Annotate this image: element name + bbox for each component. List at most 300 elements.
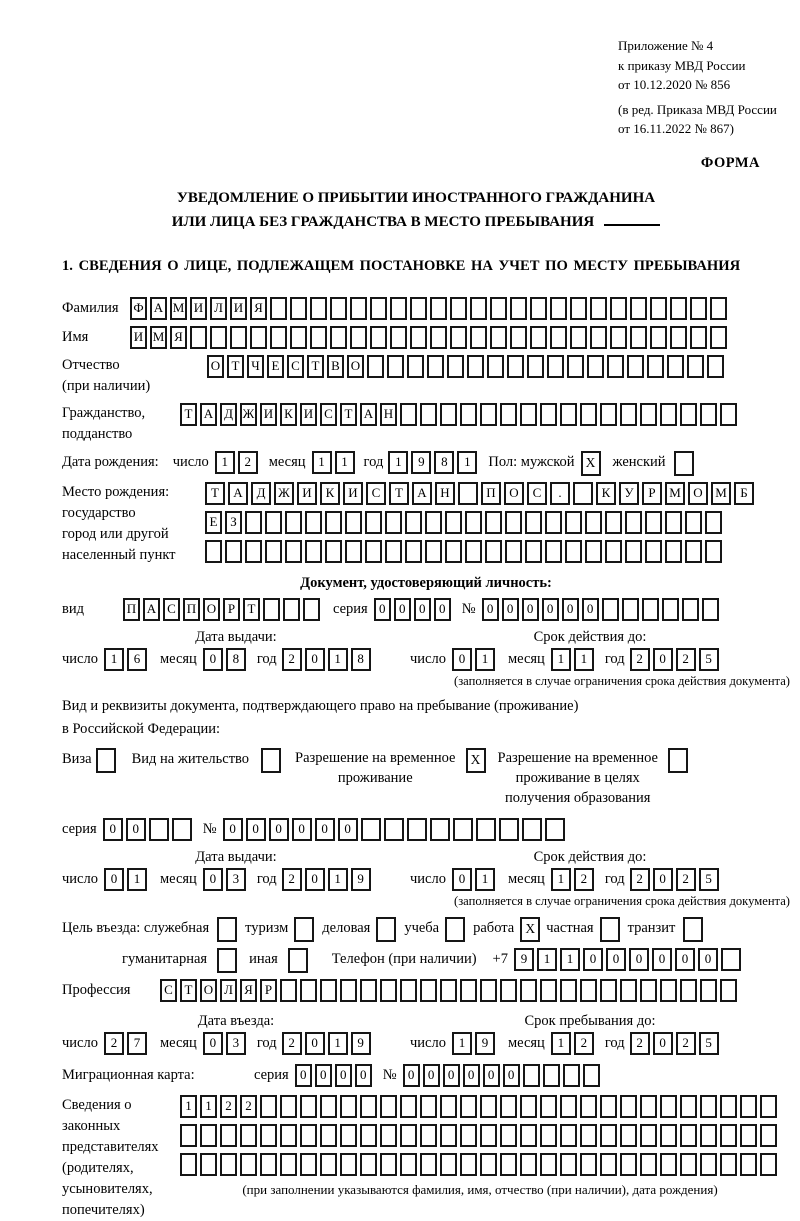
form-cell[interactable]: 8 [434, 451, 454, 474]
form-cell[interactable]: О [688, 482, 708, 505]
form-cell[interactable]: 0 [335, 1064, 352, 1087]
form-cell[interactable]: 1 [388, 451, 408, 474]
form-cell[interactable]: О [207, 355, 224, 378]
form-cell[interactable] [620, 979, 637, 1002]
form-cell[interactable]: У [619, 482, 639, 505]
form-cell[interactable]: М [665, 482, 685, 505]
form-cell[interactable] [361, 818, 381, 841]
form-cell[interactable]: С [160, 979, 177, 1002]
form-cell[interactable]: 2 [676, 868, 696, 891]
form-cell[interactable] [490, 297, 507, 320]
form-cell[interactable]: 2 [282, 648, 302, 671]
form-cell[interactable] [680, 979, 697, 1002]
form-cell[interactable]: А [143, 598, 160, 621]
form-cell[interactable] [270, 297, 287, 320]
form-cell[interactable]: 1 [328, 1032, 348, 1055]
form-cell[interactable] [645, 511, 662, 534]
form-cell[interactable] [370, 297, 387, 320]
form-cell[interactable] [570, 326, 587, 349]
form-cell[interactable]: Т [180, 403, 197, 426]
form-cell[interactable]: 1 [574, 648, 594, 671]
form-cell[interactable] [260, 1153, 277, 1176]
form-cell[interactable] [690, 297, 707, 320]
form-cell[interactable] [420, 979, 437, 1002]
residence-permit-checkbox[interactable] [261, 748, 281, 773]
form-cell[interactable] [445, 540, 462, 563]
form-cell[interactable] [290, 297, 307, 320]
form-cell[interactable] [385, 511, 402, 534]
form-cell[interactable] [367, 355, 384, 378]
form-cell[interactable]: 0 [374, 598, 391, 621]
form-cell[interactable] [240, 1153, 257, 1176]
form-cell[interactable]: Т [180, 979, 197, 1002]
form-cell[interactable] [705, 511, 722, 534]
form-cell[interactable]: 8 [351, 648, 371, 671]
purpose-work-checkbox[interactable]: X [520, 917, 540, 942]
form-cell[interactable]: 0 [606, 948, 626, 971]
form-cell[interactable]: И [260, 403, 277, 426]
purpose-humanitarian-checkbox[interactable] [217, 948, 237, 973]
form-cell[interactable] [245, 540, 262, 563]
edu-permit-checkbox[interactable] [668, 748, 688, 773]
form-cell[interactable] [345, 540, 362, 563]
form-cell[interactable] [499, 818, 519, 841]
form-cell[interactable]: 0 [203, 1032, 223, 1055]
visa-checkbox[interactable] [96, 748, 116, 773]
form-cell[interactable] [480, 1095, 497, 1118]
form-cell[interactable]: Т [227, 355, 244, 378]
form-cell[interactable]: Р [642, 482, 662, 505]
form-cell[interactable] [540, 403, 557, 426]
form-cell[interactable] [230, 326, 247, 349]
form-cell[interactable] [700, 1153, 717, 1176]
form-cell[interactable] [540, 1124, 557, 1147]
form-cell[interactable]: Л [220, 979, 237, 1002]
form-cell[interactable] [365, 540, 382, 563]
form-cell[interactable] [380, 1124, 397, 1147]
form-cell[interactable]: 9 [351, 868, 371, 891]
form-cell[interactable] [610, 326, 627, 349]
form-cell[interactable]: 0 [652, 948, 672, 971]
purpose-transit-checkbox[interactable] [683, 917, 703, 942]
form-cell[interactable] [570, 297, 587, 320]
form-cell[interactable] [660, 1153, 677, 1176]
form-cell[interactable] [380, 979, 397, 1002]
form-cell[interactable]: 0 [522, 598, 539, 621]
form-cell[interactable] [720, 1095, 737, 1118]
purpose-business-checkbox[interactable] [376, 917, 396, 942]
form-cell[interactable] [340, 979, 357, 1002]
form-cell[interactable]: 5 [699, 868, 719, 891]
form-cell[interactable] [707, 355, 724, 378]
form-cell[interactable] [662, 598, 679, 621]
form-cell[interactable]: 0 [443, 1064, 460, 1087]
form-cell[interactable]: И [343, 482, 363, 505]
form-cell[interactable] [573, 482, 593, 505]
form-cell[interactable] [680, 1095, 697, 1118]
form-cell[interactable] [523, 1064, 540, 1087]
form-cell[interactable] [430, 326, 447, 349]
form-cell[interactable]: 0 [269, 818, 289, 841]
form-cell[interactable] [543, 1064, 560, 1087]
form-cell[interactable] [407, 818, 427, 841]
form-cell[interactable]: 2 [282, 1032, 302, 1055]
form-cell[interactable]: Т [243, 598, 260, 621]
form-cell[interactable] [585, 540, 602, 563]
form-cell[interactable]: 0 [502, 598, 519, 621]
form-cell[interactable] [690, 326, 707, 349]
form-cell[interactable] [530, 297, 547, 320]
form-cell[interactable] [430, 818, 450, 841]
form-cell[interactable]: 3 [226, 868, 246, 891]
form-cell[interactable]: И [190, 297, 207, 320]
form-cell[interactable] [370, 326, 387, 349]
form-cell[interactable] [485, 540, 502, 563]
form-cell[interactable]: С [320, 403, 337, 426]
form-cell[interactable] [620, 1124, 637, 1147]
form-cell[interactable] [667, 355, 684, 378]
form-cell[interactable]: Н [435, 482, 455, 505]
form-cell[interactable]: 1 [328, 648, 348, 671]
form-cell[interactable]: 2 [630, 868, 650, 891]
form-cell[interactable] [545, 540, 562, 563]
form-cell[interactable]: 5 [699, 648, 719, 671]
form-cell[interactable] [590, 326, 607, 349]
form-cell[interactable] [627, 355, 644, 378]
form-cell[interactable]: 1 [551, 648, 571, 671]
form-cell[interactable]: И [297, 482, 317, 505]
form-cell[interactable] [520, 1153, 537, 1176]
form-cell[interactable]: 0 [483, 1064, 500, 1087]
form-cell[interactable] [645, 540, 662, 563]
form-cell[interactable] [425, 540, 442, 563]
form-cell[interactable] [680, 403, 697, 426]
form-cell[interactable]: 2 [574, 1032, 594, 1055]
form-cell[interactable]: 0 [103, 818, 123, 841]
form-cell[interactable] [360, 1124, 377, 1147]
form-cell[interactable]: Д [251, 482, 271, 505]
form-cell[interactable] [630, 297, 647, 320]
form-cell[interactable] [640, 1124, 657, 1147]
form-cell[interactable] [480, 1153, 497, 1176]
form-cell[interactable]: 0 [295, 1064, 312, 1087]
form-cell[interactable] [550, 326, 567, 349]
form-cell[interactable] [360, 979, 377, 1002]
form-cell[interactable]: О [504, 482, 524, 505]
form-cell[interactable]: 2 [630, 1032, 650, 1055]
form-cell[interactable] [265, 511, 282, 534]
form-cell[interactable]: 2 [676, 1032, 696, 1055]
form-cell[interactable] [660, 1095, 677, 1118]
form-cell[interactable] [600, 979, 617, 1002]
form-cell[interactable] [345, 511, 362, 534]
form-cell[interactable] [310, 297, 327, 320]
form-cell[interactable] [440, 1153, 457, 1176]
form-cell[interactable] [458, 482, 478, 505]
form-cell[interactable] [320, 1153, 337, 1176]
form-cell[interactable] [600, 403, 617, 426]
form-cell[interactable]: 2 [104, 1032, 124, 1055]
form-cell[interactable]: 2 [676, 648, 696, 671]
form-cell[interactable]: С [366, 482, 386, 505]
form-cell[interactable] [447, 355, 464, 378]
form-cell[interactable] [290, 326, 307, 349]
form-cell[interactable] [300, 1153, 317, 1176]
form-cell[interactable] [665, 540, 682, 563]
form-cell[interactable] [172, 818, 192, 841]
form-cell[interactable]: П [123, 598, 140, 621]
form-cell[interactable]: 0 [403, 1064, 420, 1087]
form-cell[interactable]: 3 [226, 1032, 246, 1055]
form-cell[interactable] [720, 403, 737, 426]
form-cell[interactable] [700, 1095, 717, 1118]
form-cell[interactable]: Д [220, 403, 237, 426]
form-cell[interactable]: З [225, 511, 242, 534]
form-cell[interactable] [310, 326, 327, 349]
form-cell[interactable] [320, 1095, 337, 1118]
form-cell[interactable]: 1 [312, 451, 332, 474]
form-cell[interactable]: О [347, 355, 364, 378]
form-cell[interactable]: Ж [274, 482, 294, 505]
form-cell[interactable] [740, 1124, 757, 1147]
form-cell[interactable] [400, 1095, 417, 1118]
form-cell[interactable]: 0 [203, 868, 223, 891]
form-cell[interactable] [520, 1095, 537, 1118]
form-cell[interactable] [545, 511, 562, 534]
form-cell[interactable] [384, 818, 404, 841]
form-cell[interactable]: 0 [355, 1064, 372, 1087]
form-cell[interactable] [565, 511, 582, 534]
form-cell[interactable] [260, 1095, 277, 1118]
form-cell[interactable]: Ж [240, 403, 257, 426]
form-cell[interactable] [365, 511, 382, 534]
form-cell[interactable]: 9 [514, 948, 534, 971]
form-cell[interactable] [600, 1095, 617, 1118]
form-cell[interactable]: И [230, 297, 247, 320]
form-cell[interactable]: И [300, 403, 317, 426]
form-cell[interactable] [585, 511, 602, 534]
form-cell[interactable] [460, 1153, 477, 1176]
form-cell[interactable]: 7 [127, 1032, 147, 1055]
form-cell[interactable] [560, 1095, 577, 1118]
form-cell[interactable]: 1 [180, 1095, 197, 1118]
form-cell[interactable]: Ф [130, 297, 147, 320]
form-cell[interactable] [760, 1124, 777, 1147]
form-cell[interactable] [610, 297, 627, 320]
form-cell[interactable]: Е [205, 511, 222, 534]
form-cell[interactable] [330, 326, 347, 349]
form-cell[interactable] [480, 979, 497, 1002]
form-cell[interactable] [702, 598, 719, 621]
form-cell[interactable] [640, 1095, 657, 1118]
form-cell[interactable]: Ч [247, 355, 264, 378]
form-cell[interactable] [200, 1153, 217, 1176]
form-cell[interactable] [525, 540, 542, 563]
form-cell[interactable]: 0 [482, 598, 499, 621]
form-cell[interactable] [305, 511, 322, 534]
form-cell[interactable]: 0 [104, 868, 124, 891]
form-cell[interactable] [660, 1124, 677, 1147]
form-cell[interactable] [567, 355, 584, 378]
form-cell[interactable] [620, 403, 637, 426]
form-cell[interactable]: О [200, 979, 217, 1002]
form-cell[interactable]: П [481, 482, 501, 505]
form-cell[interactable] [580, 979, 597, 1002]
form-cell[interactable]: 5 [699, 1032, 719, 1055]
form-cell[interactable] [453, 818, 473, 841]
form-cell[interactable] [640, 979, 657, 1002]
form-cell[interactable] [380, 1095, 397, 1118]
form-cell[interactable] [600, 1124, 617, 1147]
form-cell[interactable] [540, 1095, 557, 1118]
form-cell[interactable] [605, 511, 622, 534]
form-cell[interactable] [300, 1095, 317, 1118]
form-cell[interactable] [440, 1124, 457, 1147]
form-cell[interactable] [580, 1124, 597, 1147]
form-cell[interactable]: С [527, 482, 547, 505]
form-cell[interactable]: 1 [457, 451, 477, 474]
form-cell[interactable]: 2 [240, 1095, 257, 1118]
form-cell[interactable] [682, 598, 699, 621]
form-cell[interactable]: 1 [127, 868, 147, 891]
form-cell[interactable] [510, 326, 527, 349]
form-cell[interactable] [545, 818, 565, 841]
form-cell[interactable] [490, 326, 507, 349]
form-cell[interactable]: П [183, 598, 200, 621]
form-cell[interactable] [505, 511, 522, 534]
form-cell[interactable] [660, 403, 677, 426]
form-cell[interactable]: 0 [503, 1064, 520, 1087]
form-cell[interactable] [547, 355, 564, 378]
form-cell[interactable] [480, 1124, 497, 1147]
form-cell[interactable] [460, 403, 477, 426]
form-cell[interactable] [520, 1124, 537, 1147]
form-cell[interactable] [180, 1124, 197, 1147]
purpose-private-checkbox[interactable] [600, 917, 620, 942]
form-cell[interactable] [440, 979, 457, 1002]
form-cell[interactable]: С [163, 598, 180, 621]
form-cell[interactable]: А [150, 297, 167, 320]
form-cell[interactable] [685, 511, 702, 534]
form-cell[interactable] [560, 1124, 577, 1147]
form-cell[interactable]: 0 [246, 818, 266, 841]
form-cell[interactable]: Н [380, 403, 397, 426]
form-cell[interactable]: 2 [574, 868, 594, 891]
form-cell[interactable] [245, 511, 262, 534]
form-cell[interactable]: М [711, 482, 731, 505]
form-cell[interactable]: 8 [226, 648, 246, 671]
form-cell[interactable]: Р [223, 598, 240, 621]
form-cell[interactable] [565, 540, 582, 563]
form-cell[interactable] [580, 1153, 597, 1176]
form-cell[interactable] [425, 511, 442, 534]
form-cell[interactable] [500, 979, 517, 1002]
form-cell[interactable]: Л [210, 297, 227, 320]
form-cell[interactable] [283, 598, 300, 621]
form-cell[interactable] [240, 1124, 257, 1147]
form-cell[interactable] [720, 1153, 737, 1176]
form-cell[interactable]: К [320, 482, 340, 505]
form-cell[interactable]: 0 [629, 948, 649, 971]
form-cell[interactable] [210, 326, 227, 349]
form-cell[interactable] [303, 598, 320, 621]
form-cell[interactable]: А [228, 482, 248, 505]
form-cell[interactable]: Е [267, 355, 284, 378]
form-cell[interactable]: 9 [411, 451, 431, 474]
form-cell[interactable]: 0 [292, 818, 312, 841]
form-cell[interactable] [560, 1153, 577, 1176]
form-cell[interactable] [505, 540, 522, 563]
form-cell[interactable]: К [280, 403, 297, 426]
form-cell[interactable] [647, 355, 664, 378]
temp-permit-checkbox[interactable]: X [466, 748, 486, 773]
form-cell[interactable] [200, 1124, 217, 1147]
form-cell[interactable] [340, 1153, 357, 1176]
form-cell[interactable]: 2 [238, 451, 258, 474]
form-cell[interactable] [522, 818, 542, 841]
form-cell[interactable] [450, 297, 467, 320]
form-cell[interactable]: 0 [562, 598, 579, 621]
form-cell[interactable] [700, 1124, 717, 1147]
form-cell[interactable]: 0 [463, 1064, 480, 1087]
form-cell[interactable] [642, 598, 659, 621]
form-cell[interactable] [330, 297, 347, 320]
form-cell[interactable] [607, 355, 624, 378]
form-cell[interactable] [625, 540, 642, 563]
form-cell[interactable] [650, 297, 667, 320]
form-cell[interactable] [360, 1095, 377, 1118]
form-cell[interactable] [583, 1064, 600, 1087]
form-cell[interactable]: Р [260, 979, 277, 1002]
form-cell[interactable]: 2 [220, 1095, 237, 1118]
form-cell[interactable]: 0 [653, 868, 673, 891]
form-cell[interactable] [587, 355, 604, 378]
form-cell[interactable] [520, 979, 537, 1002]
form-cell[interactable]: 1 [560, 948, 580, 971]
form-cell[interactable] [605, 540, 622, 563]
form-cell[interactable] [220, 1153, 237, 1176]
form-cell[interactable] [620, 1095, 637, 1118]
form-cell[interactable]: 0 [394, 598, 411, 621]
form-cell[interactable] [400, 1124, 417, 1147]
form-cell[interactable] [520, 403, 537, 426]
form-cell[interactable]: 0 [653, 648, 673, 671]
purpose-study-checkbox[interactable] [445, 917, 465, 942]
form-cell[interactable]: А [412, 482, 432, 505]
form-cell[interactable] [280, 1095, 297, 1118]
form-cell[interactable] [710, 326, 727, 349]
form-cell[interactable] [385, 540, 402, 563]
form-cell[interactable] [580, 403, 597, 426]
form-cell[interactable] [760, 1095, 777, 1118]
sex-male-checkbox[interactable]: X [581, 451, 601, 476]
form-cell[interactable] [325, 511, 342, 534]
form-cell[interactable] [445, 511, 462, 534]
form-cell[interactable] [420, 1095, 437, 1118]
form-cell[interactable] [180, 1153, 197, 1176]
form-cell[interactable] [687, 355, 704, 378]
form-cell[interactable] [263, 598, 280, 621]
form-cell[interactable] [630, 326, 647, 349]
form-cell[interactable] [622, 598, 639, 621]
form-cell[interactable]: 9 [475, 1032, 495, 1055]
form-cell[interactable] [225, 540, 242, 563]
sex-female-checkbox[interactable] [674, 451, 694, 476]
form-cell[interactable] [602, 598, 619, 621]
form-cell[interactable] [285, 511, 302, 534]
form-cell[interactable] [600, 1153, 617, 1176]
form-cell[interactable] [560, 979, 577, 1002]
